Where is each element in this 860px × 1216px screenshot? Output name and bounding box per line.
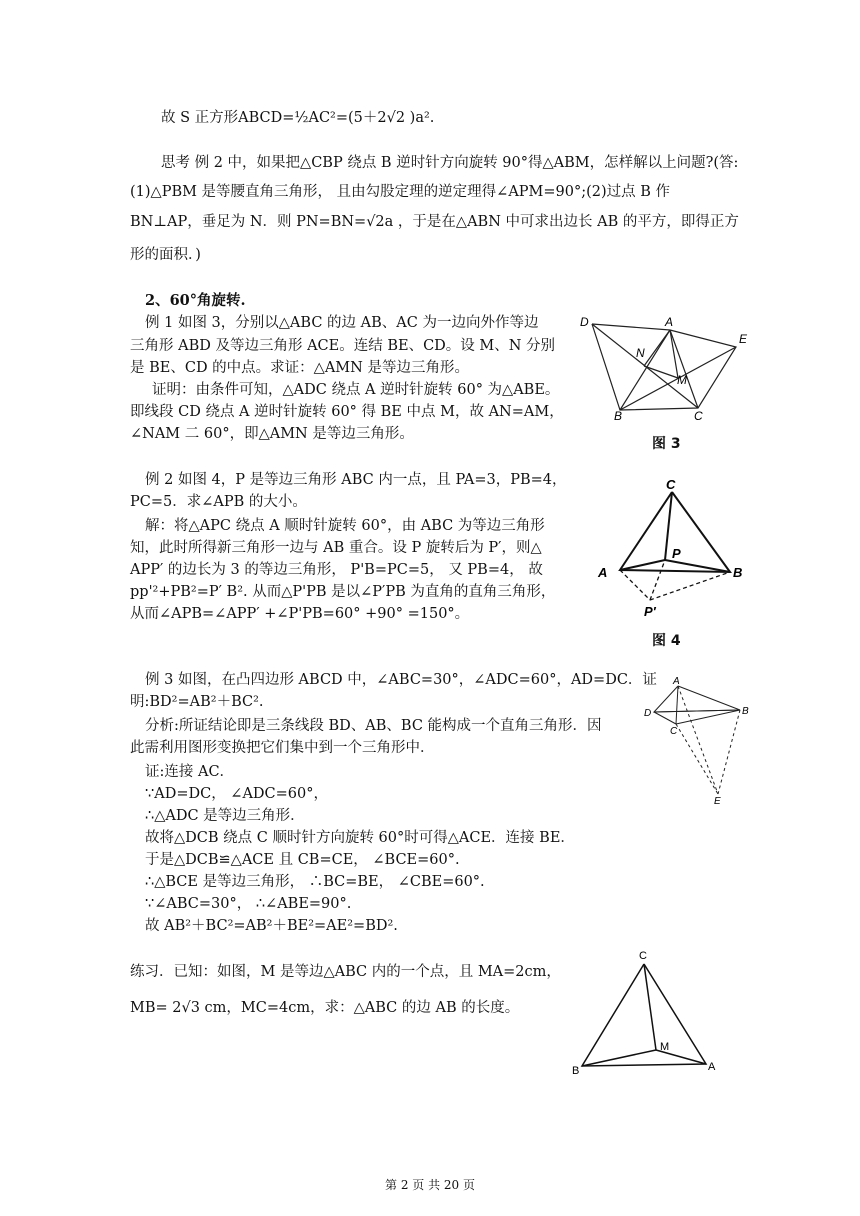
- think-line-4: 形的面积．): [130, 247, 201, 263]
- ex3-line-3: 分析:所证结论即是三条线段 BD、AB、BC 能构成一个直角三角形．因: [145, 718, 602, 734]
- ex-fig-label-a: A: [708, 1061, 716, 1073]
- figure-ex3: [640, 672, 760, 807]
- think-line-3: BN⊥AP，垂足为 N．则 PN=BN=√2a ，于是在△ABN 中可求出边长 AB 的平方，即得正方: [130, 214, 739, 230]
- ex3-line-2: 明:BD²=AB²＋BC².: [130, 694, 264, 710]
- fig5-label-b: B: [742, 706, 749, 717]
- ex2-line-2: PC=5．求∠APB 的大小。: [130, 494, 307, 510]
- fig4-label-c: C: [666, 477, 676, 492]
- ex2-line-6: pp'²+PB²=P′ B². 从而△P'PB 是以∠P′PB 为直角的直角三角形，: [130, 584, 556, 600]
- section-title: 2、60°角旋转.: [145, 292, 246, 309]
- think-line-2: (1)△PBM 是等腰直角三角形， 且由勾股定理的逆定理得∠APM=90°;(2)过点 B 作: [130, 184, 671, 200]
- ex3-line-5: 证:连接 AC．: [145, 764, 235, 780]
- fig3-label-d: D: [580, 315, 589, 329]
- fig5-label-d: D: [644, 708, 652, 719]
- fig4-label-b: B: [733, 565, 743, 580]
- ex1-line-5: 即线段 CD 绕点 A 逆时针旋转 60° 得 BE 中点 M，故 AN=AM，: [130, 404, 564, 420]
- ex3-line-1: 例 3 如图，在凸四边形 ABCD 中，∠ABC=30°，∠ADC=60°，AD=DC．证: [145, 672, 657, 688]
- ex3-line-6: ∵AD=DC， ∠ADC=60°，: [145, 786, 328, 802]
- fig4-label-p-prime: P′: [644, 604, 656, 619]
- fig3-label-e: E: [739, 332, 748, 346]
- fig4-label-p: P: [672, 546, 681, 561]
- ex2-line-3: 解：将△APC 绕点 A 顺时针旋转 60°，由 ABC 为等边三角形: [145, 518, 545, 534]
- fig3-label-m: M: [677, 373, 687, 387]
- ex1-line-4: 证明：由条件可知，△ADC 绕点 A 逆时针旋转 60° 为△ABE。: [152, 382, 560, 398]
- ex1-line-6: ∠NAM 二 60°，即△AMN 是等边三角形。: [130, 426, 414, 442]
- figure-exercise: [568, 944, 728, 1079]
- ex2-line-1: 例 2 如图 4，P 是等边三角形 ABC 内一点，且 PA=3，PB=4，: [145, 472, 567, 488]
- ex-fig-label-m: M: [660, 1041, 670, 1053]
- fig3-label-c: C: [694, 409, 703, 422]
- page-footer: 第 2 页 共 20 页: [385, 1178, 475, 1192]
- ex-fig-label-c: C: [639, 950, 647, 962]
- figure-4-caption: 图 4: [652, 633, 681, 649]
- ex1-line-3: 是 BE、CD 的中点。求证：△AMN 是等边三角形。: [130, 360, 469, 376]
- ex3-line-11: ∵∠ABC=30°， ∴∠ABE=90°.: [145, 896, 352, 912]
- exercise-line-1: 练习．已知：如图，M 是等边△ABC 内的一个点，且 MA=2cm，: [130, 964, 561, 980]
- fig3-label-a: A: [665, 315, 674, 329]
- figure-3: [578, 312, 754, 422]
- exercise-line-2: MB= 2√3 cm，MC=4cm，求：△ABC 的边 AB 的长度。: [130, 1000, 520, 1016]
- fig5-label-c: C: [670, 726, 678, 737]
- ex3-line-7: ∴△ADC 是等边三角形．: [145, 808, 305, 824]
- figure-3-caption: 图 3: [652, 436, 681, 452]
- ex2-line-5: APP′ 的边长为 3 的等边三角形， P'B=PC=5， 又 PB=4， 故: [130, 562, 543, 578]
- figure-4: [590, 474, 760, 624]
- fig5-label-a: A: [673, 676, 680, 687]
- fig4-label-a: A: [598, 565, 608, 580]
- ex1-line-2: 三角形 ABD 及等边三角形 ACE。连结 BE、CD。设 M、N 分别: [130, 338, 556, 354]
- fig5-label-e: E: [714, 796, 721, 807]
- ex2-line-7: 从而∠APB=∠APP′ +∠P'PB=60° +90° =150°。: [130, 606, 470, 622]
- ex-fig-label-b: B: [572, 1065, 580, 1077]
- ex3-line-8: 故将△DCB 绕点 C 顺时针方向旋转 60°时可得△ACE．连接 BE．: [145, 830, 575, 846]
- ex3-line-9: 于是△DCB≌△ACE 且 CB=CE， ∠BCE=60°.: [145, 852, 460, 868]
- think-line-1: 思考 例 2 中，如果把△CBP 绕点 B 逆时针方向旋转 90°得△ABM，怎样解以上问题?(答:: [161, 155, 739, 171]
- ex3-line-12: 故 AB²＋BC²=AB²＋BE²=AE²=BD².: [145, 918, 398, 934]
- ex3-line-10: ∴△BCE 是等边三角形， ∴BC=BE， ∠CBE=60°.: [145, 874, 485, 890]
- fig3-label-b: B: [614, 409, 623, 422]
- ex3-line-4: 此需利用图形变换把它们集中到一个三角形中．: [130, 740, 435, 756]
- area-formula: 故 S 正方形ABCD=½AC²=(5＋2√2 )a².: [161, 110, 435, 126]
- ex1-line-1: 例 1 如图 3，分别以△ABC 的边 AB、AC 为一边向外作等边: [145, 315, 539, 331]
- ex2-line-4: 知，此时所得新三角形一边与 AB 重合。设 P 旋转后为 P′，则△: [130, 540, 542, 556]
- fig3-label-n: N: [636, 346, 645, 360]
